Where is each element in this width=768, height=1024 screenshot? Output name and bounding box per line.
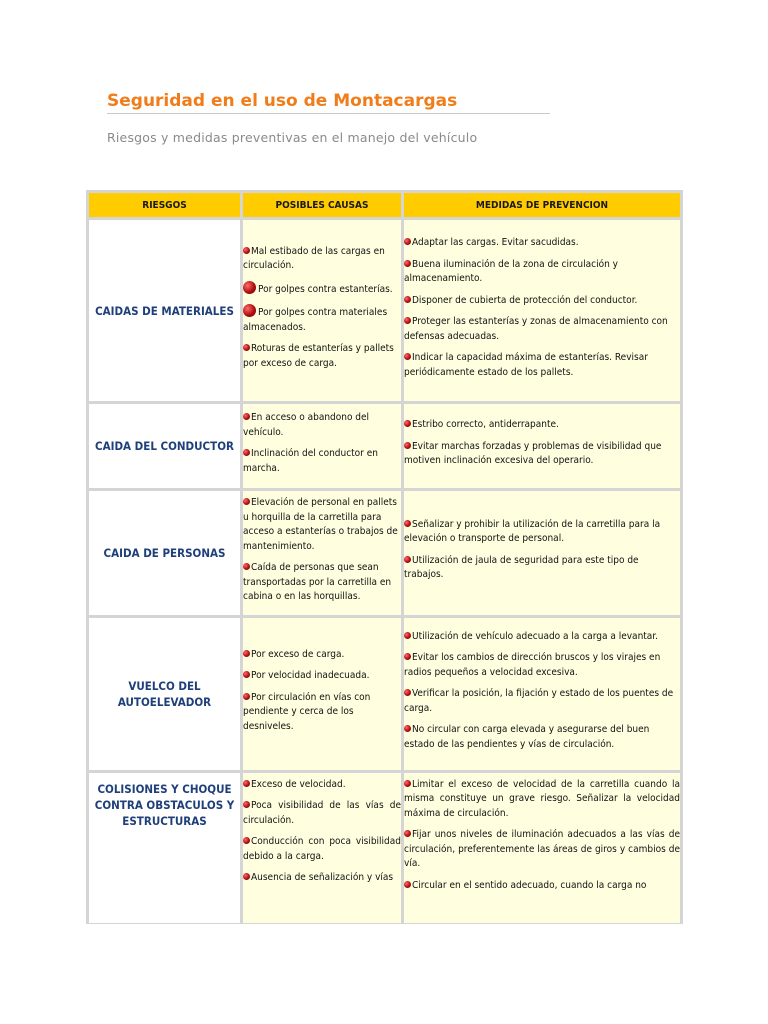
bullet-icon — [243, 449, 250, 456]
list-item: Estribo correcto, antiderrapante. — [404, 418, 680, 433]
risk-cell: COLISIONES Y CHOQUE CONTRA OBSTACULOS Y ESTRUCTURAS — [89, 773, 240, 923]
list-item: Caída de personas que sean transportadas por la carretilla en cabina o en las horquillas. — [243, 562, 392, 602]
list-item: Por circulación en vías con pendiente y cerca de los desniveles. — [243, 691, 371, 732]
list-item: Poca visibilidad de las vías de circulación. — [243, 800, 401, 826]
bullet-icon — [243, 837, 250, 844]
list-item: Utilización de jaula de seguridad para este tipo de trabajos. — [404, 554, 639, 581]
list-item: Indicar la capacidad máxima de estanterías. Revisar periódicamente estado de los pallets. — [404, 352, 648, 378]
bullet-icon — [243, 780, 250, 787]
bullet-icon — [404, 632, 411, 639]
bullet-icon — [404, 830, 411, 837]
risk-cell: CAIDAS DE MATERIALES — [89, 220, 240, 401]
header-posibles-causas: POSIBLES CAUSAS — [243, 193, 401, 217]
causes-cell — [243, 220, 401, 401]
bullet-icon — [404, 238, 411, 245]
bullet-icon — [243, 693, 250, 700]
list-item: Evitar los cambios de dirección bruscos y los virajes en radios pequeños a velocidad excesiva. — [404, 652, 661, 678]
bullet-icon — [404, 725, 411, 732]
causes-cell — [243, 618, 401, 770]
bullet-icon — [243, 344, 250, 351]
table-row — [89, 220, 680, 401]
table-row — [89, 404, 680, 488]
bullet-icon — [243, 498, 250, 505]
list-item: Circular en el sentido adecuado, cuando la carga no — [404, 879, 680, 894]
header-riesgos: RIESGOS — [89, 193, 240, 217]
bullet-icon — [404, 653, 411, 660]
risk-table — [86, 190, 683, 924]
bullet-icon — [404, 442, 411, 449]
bullet-icon — [243, 413, 250, 420]
list-item: Exceso de velocidad. — [243, 778, 401, 793]
measures-cell — [404, 491, 680, 615]
list-item: No circular con carga elevada y asegurarse del buen estado de las pendientes y vías de circulación. — [404, 724, 650, 750]
header-medidas-prevencion: MEDIDAS DE PREVENCION — [404, 193, 680, 217]
bullet-icon — [404, 881, 411, 888]
risk-cell: CAIDA DEL CONDUCTOR — [89, 404, 240, 488]
list-item: Señalizar y prohibir la utilización de la carretilla para la elevación o transporte de personal. — [404, 518, 661, 545]
list-item: Utilización de vehículo adecuado a la carga a levantar. — [404, 630, 680, 645]
list-item: Roturas de estanterías y pallets por exceso de carga. — [243, 343, 394, 369]
table-header-row — [89, 193, 680, 217]
list-item: Verificar la posición, la fijación y estado de los puentes de carga. — [404, 688, 674, 714]
risk-cell: VUELCO DEL AUTOELEVADOR — [89, 618, 240, 770]
bullet-icon — [243, 304, 256, 317]
page-title: Seguridad en el uso de Montacargas — [107, 91, 458, 111]
bullet-icon — [243, 563, 250, 570]
bullet-icon — [404, 353, 411, 360]
causes-cell — [243, 404, 401, 488]
table-row — [89, 491, 680, 615]
list-item: Inclinación del conductor en marcha. — [243, 448, 378, 474]
list-item: Limitar el exceso de velocidad de la carretilla cuando la misma constituye un grave riesgo. Señalizar la velocidad máxima de circulación. — [404, 778, 680, 819]
list-item: Mal estibado de las cargas en circulación. — [243, 245, 385, 272]
causes-cell — [243, 773, 401, 923]
list-item: Adaptar las cargas. Evitar sacudidas. — [404, 236, 680, 251]
page-subtitle: Riesgos y medidas preventivas en el manejo del vehículo — [107, 130, 478, 145]
list-item: Disponer de cubierta de protección del conductor. — [404, 294, 680, 309]
bullet-icon — [243, 801, 250, 808]
list-item: Elevación de personal en pallets u horquilla de la carretilla para acceso a estanterías o trabajos de mantenimiento. — [243, 497, 398, 552]
bullet-icon — [243, 650, 250, 657]
list-item: Evitar marchas forzadas y problemas de visibilidad que motiven inclinación excesiva del operario. — [404, 440, 662, 467]
causes-cell — [243, 491, 401, 615]
list-item: Por golpes contra estanterías. — [243, 281, 401, 298]
bullet-icon — [404, 420, 411, 427]
list-item: Por velocidad inadecuada. — [243, 669, 401, 684]
bullet-icon — [404, 780, 411, 787]
table-row — [89, 618, 680, 770]
list-item: Buena iluminación de la zona de circulación y almacenamiento. — [404, 258, 618, 284]
title-divider — [107, 113, 550, 114]
bullet-icon — [243, 671, 250, 678]
bullet-icon — [243, 873, 250, 880]
list-item: Fijar unos niveles de iluminación adecuados a las vías de circulación, preferentemente las áreas de giros y cambios de vía. — [404, 829, 680, 869]
list-item: Por golpes contra materiales almacenados. — [243, 304, 401, 335]
measures-cell — [404, 220, 680, 401]
risk-cell: CAIDA DE PERSONAS — [89, 491, 240, 615]
measures-cell — [404, 404, 680, 488]
measures-cell — [404, 618, 680, 770]
bullet-icon — [404, 317, 411, 324]
bullet-icon — [404, 689, 411, 696]
risk-table-container — [86, 190, 683, 924]
list-item: Ausencia de señalización y vías — [243, 871, 401, 886]
bullet-icon — [243, 281, 256, 294]
bullet-icon — [404, 260, 411, 267]
measures-cell — [404, 773, 680, 923]
list-item: Proteger las estanterías y zonas de almacenamiento con defensas adecuadas. — [404, 316, 668, 342]
bullet-icon — [243, 247, 250, 254]
bullet-icon — [404, 520, 411, 527]
list-item: En acceso o abandono del vehículo. — [243, 412, 370, 438]
list-item: Conducción con poca visibilidad debido a la carga. — [243, 836, 401, 862]
table-row — [89, 773, 680, 923]
list-item: Por exceso de carga. — [243, 648, 401, 663]
bullet-icon — [404, 556, 411, 563]
bullet-icon — [404, 296, 411, 303]
